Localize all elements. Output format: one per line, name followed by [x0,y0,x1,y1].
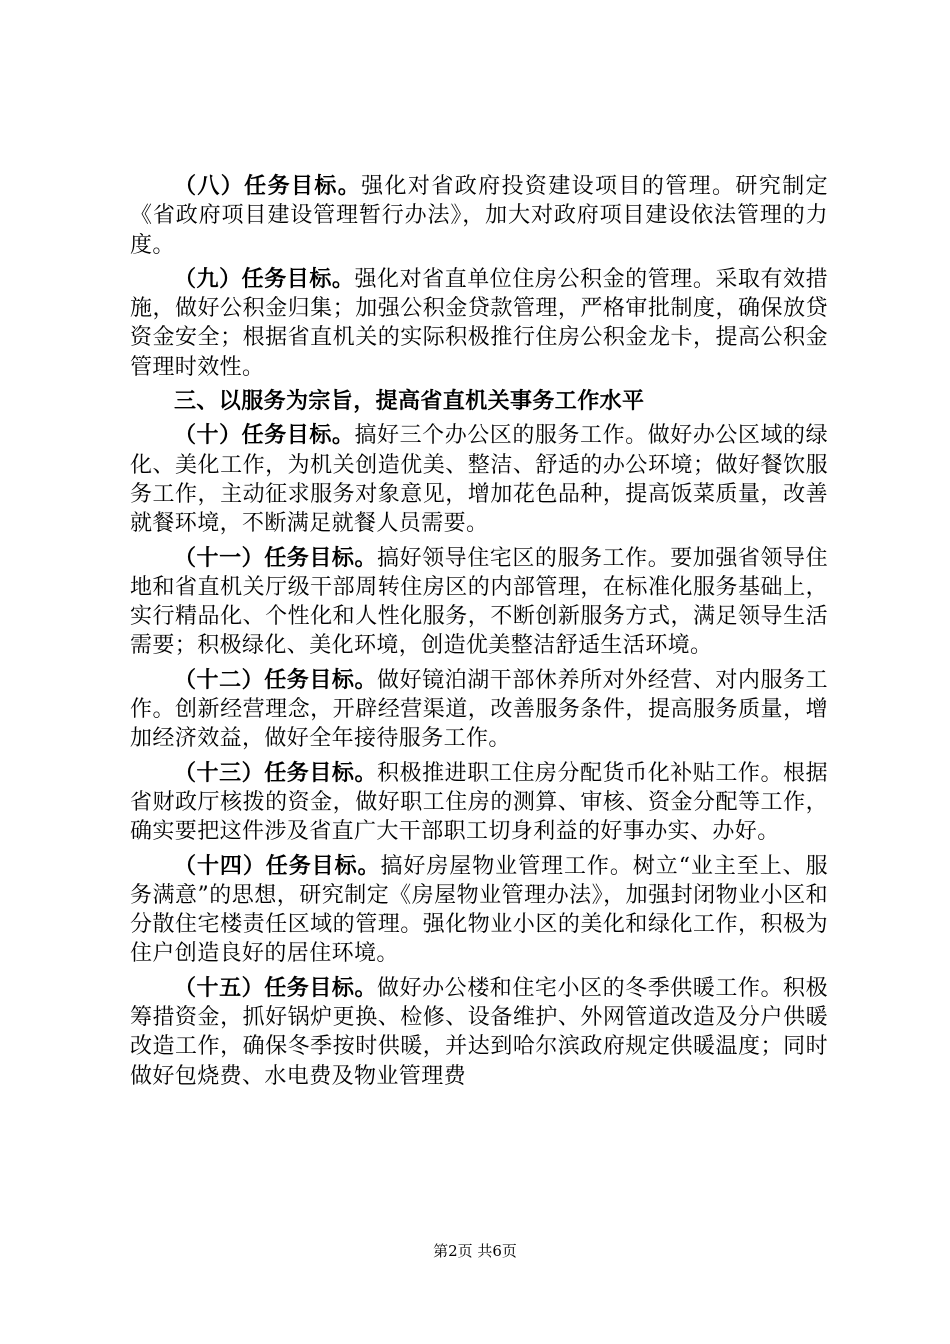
paragraph-lead: （九）任务目标。 [174,266,355,292]
paragraph-text: 积极推进职工住房分配货币化补贴工作。根据省财政厅核拨的资金，做好职工住房的测算、审核、资金分配等工作，确实要把这件涉及省直广大干部职工切身利益的好事办实、办好。 [130,760,828,845]
paragraph-12 [130,666,828,754]
paragraph-8 [130,172,828,260]
paragraph-text: 搞好房屋物业管理工作。树立“业主至上、服务满意”的思想，研究制定《房屋物业管理办法》，加强封闭物业小区和分散住宅楼责任区域的管理。强化物业小区的美化和绿化工作，积极为住户创造良好的居住环境。 [130,853,828,967]
paragraph-lead: （十）任务目标。 [174,423,355,449]
document-body [130,172,828,1096]
paragraph-10 [130,421,828,538]
paragraph-lead: （十一）任务目标。 [174,545,378,571]
paragraph-text: 做好镜泊湖干部休养所对外经营、对内服务工作。创新经营理念，开辟经营渠道，改善服务条件，提高服务质量，增加经济效益，做好全年接待服务工作。 [130,667,828,752]
paragraph-lead: （十四）任务目标。 [174,853,381,879]
paragraph-lead: （八）任务目标。 [174,174,362,199]
paragraph-text: 搞好领导住宅区的服务工作。要加强省领导住地和省直机关厅级干部周转住房区的内部管理，在标准化服务基础上，实行精品化、个性化和人性化服务，不断创新服务方式，满足领导生活需要；积极绿化、美化环境，创造优美整洁舒适生活环境。 [130,545,828,659]
paragraph-lead: （十五）任务目标。 [174,975,378,1001]
page-number: 第2页 共6页 [433,1242,517,1260]
paragraph-text: 强化对省直单位住房公积金的管理。采取有效措施，做好公积金归集；加强公积金贷款管理，严格审批制度，确保放贷资金安全；根据省直机关的实际积极推行住房公积金龙卡，提高公积金管理时效性。 [130,266,829,380]
page-footer [0,1240,950,1261]
section-heading: 三、以服务为宗旨，提高省直机关事务工作水平 [174,389,645,415]
paragraph-11 [130,544,828,661]
paragraph-text: 强化对省政府投资建设项目的管理。研究制定《省政府项目建设管理暂行办法》，加大对政府项目建设依法管理的力度。 [130,174,828,258]
paragraph-15 [130,974,828,1091]
paragraph-lead: （十二）任务目标。 [174,667,378,693]
paragraph-text: 做好办公楼和住宅小区的冬季供暖工作。积极筹措资金，抓好锅炉更换、检修、设备维护、外网管道改造及分户供暖改造工作，确保冬季按时供暖，并达到哈尔滨政府规定供暖温度；同时做好包烧费、水电费及物业管理费 [130,975,828,1089]
paragraph-14 [130,852,828,969]
paragraph-13 [130,759,828,847]
paragraph-lead: （十三）任务目标。 [174,760,378,786]
paragraph-9 [130,265,828,382]
paragraph-text: 搞好三个办公区的服务工作。做好办公区域的绿化、美化工作，为机关创造优美、整洁、舒适的办公环境；做好餐饮服务工作，主动征求服务对象意见，增加花色品种，提高饭菜质量，改善就餐环境，不断满足就餐人员需要。 [130,423,829,537]
